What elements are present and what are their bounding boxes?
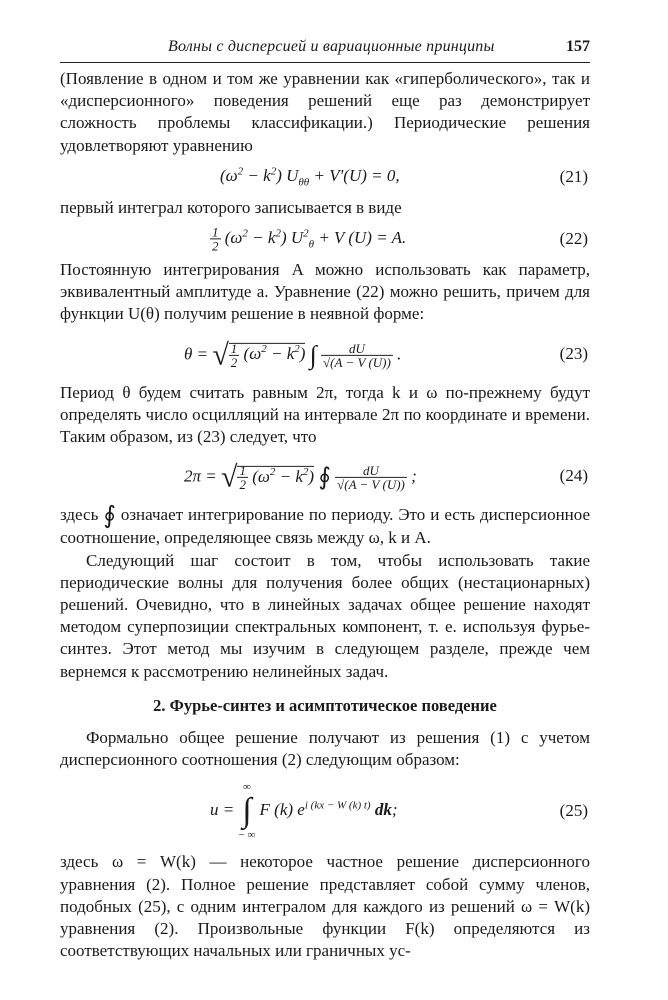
equation-24-expr: 2π = √ $\frac{1}{2}$ $(\omega^2 - k^2)$ ∮ $\frac{dU}{√(A - V (U))}$ ; <box>184 460 417 494</box>
paragraph-7: Формально общее решение получают из решения (1) с учетом дисперсионного соотношения (2) следующим образом: <box>60 728 590 770</box>
page-number: 157 <box>566 38 590 55</box>
section-heading: 2. Фурье-синтез и асимптотическое поведение <box>153 695 497 715</box>
equation-21 <box>60 157 590 197</box>
header-rule <box>60 62 590 63</box>
equation-23-number: (23) <box>559 343 588 363</box>
paragraph-8: здесь ω = W(k) — некоторое частное решение дисперсионного уравнения (2). Полное решение представляет собой сумму членов, подобных (25), с одним интегралом для каждого из решений ω = W(k) уравнения (2). Произвольные функции F(k) определяются из соответствующих начальных или граничных ус- <box>60 852 590 961</box>
paragraph-3: Постоянную интегрирования A можно использовать как параметр, эквивалентный амплитуде a. Уравнение (22) можно решить, причем для функции U(θ) получим решение в неявной форме: <box>60 260 590 324</box>
paragraph-5-start: здесь <box>60 505 99 525</box>
paragraph-5-rest: означает интегрирование по периоду. Это и есть дисперсионное соотношение, определяющее связь между ω, k и A. <box>60 505 591 548</box>
equation-22 <box>60 219 590 259</box>
paragraph-2: первый интеграл которого записывается в виде <box>60 197 402 217</box>
equation-24 <box>60 448 590 504</box>
equation-23-expr: θ = √ $\frac{1}{2}$ $(\omega^2 - k^2)$ ∫ $\frac{dU}{√(A - V (U))}$ . <box>184 338 402 372</box>
equation-22-number: (22) <box>559 228 588 248</box>
equation-21-number: (21) <box>559 166 588 186</box>
equation-25-expr: u = ∞ ∫ − ∞ F (k) $e^{i (kx - W (k) t)}$ dk; <box>210 781 398 842</box>
equation-21-expr: $(\omega^2 - k^2) U_{\theta\theta} + V'(U) = 0$, <box>220 165 400 189</box>
equation-24-number: (24) <box>559 466 588 486</box>
equation-25 <box>60 771 590 851</box>
contour-integral-symbol: ∮ <box>103 503 116 530</box>
paragraph-5 <box>60 504 590 549</box>
paragraph-4: Период θ будем считать равным 2π, тогда k и ω по-прежнему будут определять число осцилляций на интервале 2π по координате и времени. Таким образом, из (23) следует, что <box>60 382 590 447</box>
page-body <box>60 68 590 962</box>
paragraph-6: Следующий шаг состоит в том, чтобы использовать такие периодические волны для получения более общих (нестационарных) решений. Очевидно, что в линейных задачах общее решение находят методом суперпозиции спектральных компонент, т. е. используя фурье-синтез. Этот метод мы изучим в следующем разделе, прежде чем вернемся к рассмотрению нелинейных задач. <box>60 550 590 681</box>
equation-22-expr: $\frac{1}{2}$ $(\omega^2 - k^2) U^2_\theta + V$ (U) = A. <box>212 224 407 254</box>
running-title: Волны с дисперсией и вариационные принципы <box>168 38 495 55</box>
equation-23 <box>60 326 590 382</box>
paragraph-1: (Появление в одном и том же уравнении как «гиперболического», так и «дисперсионного» поведения решений еще раз демонстрирует сложность проблемы классификации.) Периодические решения удовлетворяют уравнению <box>60 69 590 155</box>
equation-25-number: (25) <box>559 801 588 821</box>
